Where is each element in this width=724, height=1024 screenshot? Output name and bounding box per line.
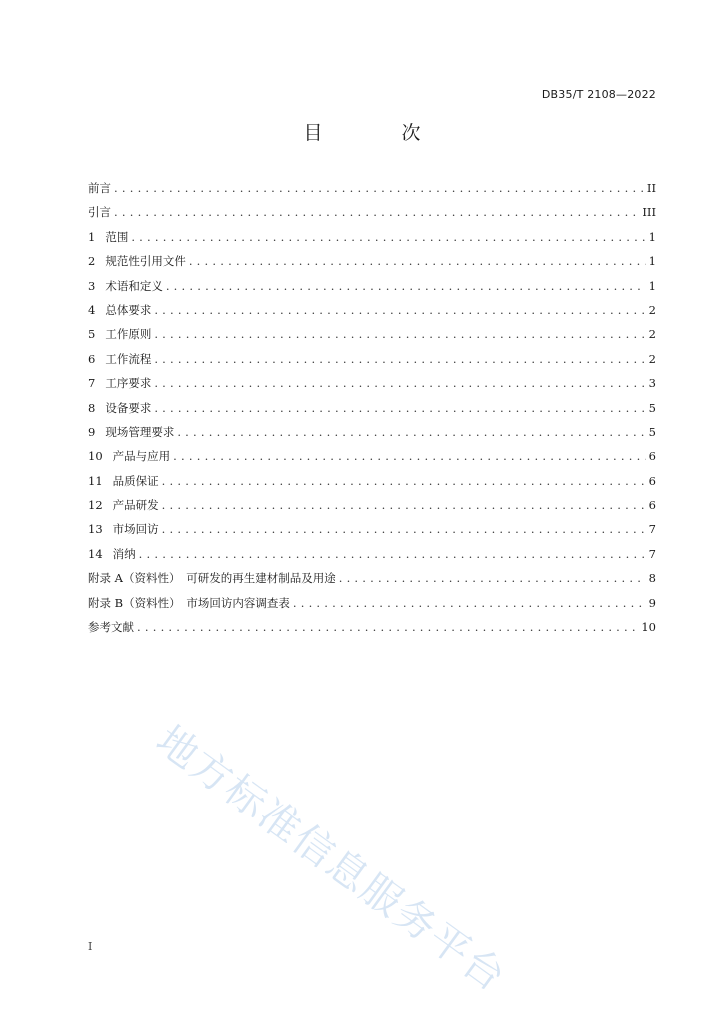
toc-entry-text: 工序要求 — [105, 376, 152, 391]
toc-entry-page: 1 — [648, 254, 656, 269]
toc-entry-label — [88, 302, 151, 318]
toc-entry[interactable] — [88, 229, 656, 253]
toc-entry-page: II — [646, 181, 656, 195]
toc-entry-page: 6 — [648, 498, 656, 513]
toc-entry-text: 产品研发 — [112, 498, 159, 513]
toc-entry-number: 7 — [88, 376, 96, 391]
toc-entry-text: 现场管理要求 — [105, 424, 175, 439]
toc-entry-page: 9 — [648, 595, 656, 610]
toc-entry-number: 5 — [88, 327, 96, 342]
toc-entry-label — [88, 375, 151, 391]
toc-entry-number: 11 — [88, 473, 103, 488]
toc-entry-text: 工作原则 — [105, 327, 152, 342]
toc-entry-page: 2 — [648, 327, 656, 342]
toc-entry-page: 3 — [648, 376, 656, 391]
toc-entry[interactable] — [88, 497, 656, 521]
toc-entry-text: 工作流程 — [105, 351, 152, 366]
toc-entry[interactable] — [88, 204, 656, 228]
toc-dot-leader — [154, 352, 645, 366]
toc-entry-text: 术语和定义 — [105, 278, 163, 293]
toc-entry[interactable] — [88, 473, 656, 497]
toc-entry-page: 7 — [648, 546, 656, 561]
toc-entry-text: 引言 — [88, 205, 111, 220]
toc-entry-label — [88, 326, 151, 342]
toc-entry[interactable] — [88, 375, 656, 399]
toc-entry-label — [88, 400, 151, 416]
toc-entry-label — [88, 424, 174, 440]
toc-entry-text: 附录 A（资料性） 可研发的再生建材制品及用途 — [88, 571, 336, 586]
toc-entry-text: 范围 — [105, 229, 129, 244]
toc-entry-page: 6 — [648, 449, 656, 464]
toc-entry-label — [88, 570, 336, 586]
toc-entry-number: 3 — [88, 278, 96, 293]
toc-entry-page: 7 — [648, 522, 656, 537]
toc-entry-page: 1 — [648, 278, 656, 293]
toc-entry-text: 总体要求 — [105, 302, 152, 317]
toc-entry-text: 产品与应用 — [112, 449, 171, 464]
toc-entry-number: 12 — [88, 498, 103, 513]
toc-entry-label — [88, 278, 163, 294]
toc-dot-leader — [131, 230, 645, 244]
toc-dot-leader — [177, 425, 645, 439]
toc-entry-label — [88, 497, 159, 513]
toc-entry-number: 9 — [88, 424, 96, 439]
toc-dot-leader — [162, 498, 646, 512]
toc-dot-leader — [154, 376, 645, 390]
toc-entry[interactable] — [88, 351, 656, 375]
toc-dot-leader — [154, 303, 645, 317]
toc-entry-page: 10 — [641, 620, 656, 635]
toc-entry-page: 5 — [648, 424, 656, 439]
toc-entry-number: 10 — [88, 449, 103, 464]
toc-entry-label — [88, 595, 290, 611]
toc-dot-leader — [293, 596, 646, 610]
toc-entry-label — [88, 448, 170, 464]
toc-entry-label — [88, 619, 134, 635]
toc-entry-label — [88, 253, 186, 269]
standard-number: DB35/T 2108—2022 — [541, 88, 656, 101]
toc-entry-number: 14 — [88, 546, 103, 561]
toc-entry[interactable] — [88, 424, 656, 448]
toc-entry-label — [88, 546, 136, 562]
toc-dot-leader — [162, 474, 646, 488]
toc-entry[interactable] — [88, 448, 656, 472]
toc-dot-leader — [139, 547, 646, 561]
toc-entry-page: 1 — [648, 229, 656, 244]
toc-entry-text: 附录 B（资料性） 市场回访内容调查表 — [88, 595, 290, 610]
toc-entry[interactable] — [88, 595, 656, 619]
toc-dot-leader — [114, 181, 644, 195]
toc-dot-leader — [137, 620, 638, 634]
toc-dot-leader — [166, 279, 646, 293]
toc-entry-label — [88, 229, 128, 245]
toc-entry[interactable] — [88, 253, 656, 277]
toc-entry[interactable] — [88, 278, 656, 302]
toc-entry-text: 设备要求 — [105, 400, 152, 415]
toc-dot-leader — [154, 401, 645, 415]
toc-entry[interactable] — [88, 619, 656, 643]
toc-entry[interactable] — [88, 546, 656, 570]
toc-entry[interactable] — [88, 400, 656, 424]
toc-entry[interactable] — [88, 521, 656, 545]
toc-entry-label — [88, 351, 151, 367]
toc-entry-page: 5 — [648, 400, 656, 415]
watermark: 地方标准信息服务平台 — [147, 717, 515, 1002]
toc-dot-leader — [114, 205, 639, 219]
toc-dot-leader — [154, 327, 645, 341]
toc-entry-number: 4 — [88, 302, 96, 317]
toc-entry-page: 2 — [648, 302, 656, 317]
toc-entry[interactable] — [88, 570, 656, 594]
toc-entry[interactable] — [88, 180, 656, 204]
page-title: 目 次 — [303, 122, 451, 144]
toc-entry-label — [88, 521, 159, 537]
toc-entry-page: III — [642, 205, 656, 220]
toc-entry-text: 前言 — [88, 181, 111, 195]
toc-entry[interactable] — [88, 302, 656, 326]
toc-entry-text: 消纳 — [112, 546, 136, 561]
page-number: I — [88, 940, 93, 953]
toc-entry-page: 2 — [648, 351, 656, 366]
table-of-contents — [88, 180, 656, 643]
toc-entry-number: 1 — [88, 229, 96, 244]
toc-entry-page: 6 — [648, 473, 656, 488]
toc-entry-page: 8 — [648, 571, 656, 586]
toc-entry-text: 规范性引用文件 — [105, 254, 186, 269]
toc-entry-text: 品质保证 — [112, 473, 159, 488]
toc-entry-text: 市场回访 — [112, 522, 159, 537]
toc-entry-number: 13 — [88, 522, 103, 537]
toc-entry-number: 8 — [88, 400, 96, 415]
toc-entry[interactable] — [88, 326, 656, 350]
toc-entry-label — [88, 473, 159, 489]
toc-entry-number: 2 — [88, 254, 96, 269]
toc-dot-leader — [173, 449, 646, 463]
toc-dot-leader — [162, 522, 646, 536]
toc-entry-label — [88, 180, 111, 196]
toc-entry-text: 参考文献 — [88, 620, 134, 635]
toc-entry-number: 6 — [88, 351, 96, 366]
toc-dot-leader — [189, 254, 646, 268]
toc-entry-label — [88, 204, 111, 220]
toc-dot-leader — [339, 571, 646, 585]
